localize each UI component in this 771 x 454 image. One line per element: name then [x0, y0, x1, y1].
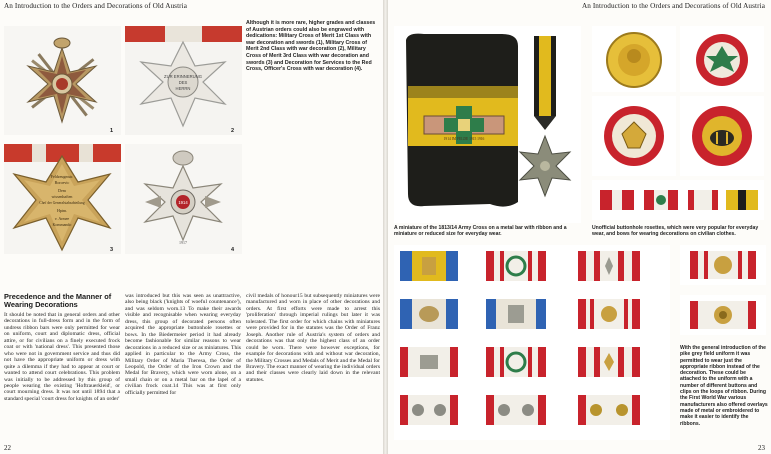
right-page [388, 0, 771, 454]
svg-text:Feldzeugmstr.: Feldzeugmstr. [50, 174, 74, 179]
figure-number: 2 [231, 128, 235, 134]
svg-text:Boroevic: Boroevic [54, 180, 70, 185]
svg-text:HERRN: HERRN [175, 86, 191, 91]
svg-text:Chef der Generalstabsabteilung: Chef der Generalstabsabteilung [39, 201, 85, 205]
photo-ribbon-bar-right-1 [680, 245, 766, 285]
running-head-right: An Introduction to the Orders and Decorations of Old Austria [581, 2, 765, 10]
ribbon-bar-text: 1914 IM FELDE 1915 1916 [443, 137, 485, 141]
photo-rosette-bee [680, 96, 764, 176]
page-number-right: 23 [758, 444, 765, 452]
svg-text:DES: DES [178, 80, 188, 85]
left-page [0, 0, 383, 454]
svg-text:Kommando: Kommando [52, 222, 72, 227]
photo-army-cross-miniature [394, 26, 581, 223]
caption-rosettes: Unofficial buttonhole rosettes, which were very popular for everyday wear, and bows for wearing decorations on civilian clothes. [592, 225, 759, 238]
svg-text:1914: 1914 [178, 200, 188, 205]
svg-text:ZUR ERINNERUNG: ZUR ERINNERUNG [164, 74, 202, 79]
caption-army-cross: A miniature of the 1813/14 Army Cross on a metal bar with ribbon and a miniature or reduced size for everyday wear. [394, 225, 567, 238]
photo-rosette-gold [592, 26, 676, 92]
body-column-3: civil medals of honour15 but subsequently miniatures were manufactured and worn in place of other decorations and orders. At first efforts were made to arrest this 'proliferation' through imperial rulings but later it was tolerated. The first order for which chains with miniatures were provided for in the statutes was the Order of Franz Joseph. Another rule of Austria's system of orders and decorations was that only the highest class of an order could be worn. There were however exceptions, for example for decorations with and without war decoration, the Military Crosses and Medals of Merit and the Medal for Bravery. The exact manner of wearing the individual orders and their classes were clearly laid down in the relevant statutes. [246, 293, 380, 383]
photo-cross-2 [125, 26, 242, 135]
figure-number: 1 [110, 128, 114, 134]
photo-cross-4 [125, 144, 242, 254]
figure-caption: Although it is more rare, higher grades and classes of Austrian orders could also be engraved with dedications: Military Cross of Merit 1st Class with war decoration and swords (1), Military Cross of Merit 2nd Class with war decoration (2), Military Cross of Merit 3rd Class with war decoration and swords (3) and Decoration for Services to the Red Cross, Officer's Cross with war decoration (4). [246, 20, 376, 73]
photo-bows-row [592, 180, 764, 220]
body-column-2: was introduced but this was seen as unattractive, also being black ('knights of woeful countenance'), and was seldom worn.13 To make their awards visible and recognisable when wearing everyday dress, this group of decorated persons often acquired the appropriate buttonhole rosettes or bows. In the Biedermeier period it had already become fashionable for similar reasons to wear decorations in a reduced size or as miniatures. This applied in particular to the Army Cross, the Military Order of Maria Theresa, the Order of Leopold, the Order of the Iron Crown and the Medal for Bravery, which were worn alone, on a small chain or on a metal bar on the lapel of a civilian frock coat.14 This was at first only officially permitted for [125, 293, 241, 396]
svg-text:Hptm.: Hptm. [56, 208, 68, 213]
photo-ribbon-bars [394, 245, 670, 440]
body-column-1: It should be noted that in general orders and other decorations in full-dress form and in the form of undress ribbon bars were only permitted for wear on uniform, court and diplomatic dress, official attire, or for civilians on a finely executed frock coat or with 'national dress'. This presented those who were not in government service and thus did not have the appropriate uniform or dress with quite a dilemma if they had to appear at court or wanted to attend court celebrations. This problem was initially to be addressed by this group of people wearing the existing 'Hoftrauerkleid', or court mourning dress. It was not until 1894 that a standard special 'court dress for knights of an order' [4, 312, 120, 402]
svg-text:Dem: Dem [58, 188, 66, 193]
photo-rosette-red [680, 26, 764, 92]
svg-text:1917: 1917 [179, 240, 187, 245]
svg-text:v. Armee: v. Armee [54, 216, 70, 221]
photo-ribbon-bar-right-2 [680, 295, 766, 335]
caption-ribbons: With the general introduction of the pike grey field uniform it was permitted to wear just the appropriate ribbon instead of the decoration. These could be attached to the uniform with a number of different buttons and clips on the loops of ribbon. During the First World War various manufacturers also offered overlays made of metal or embroidered to make it easier to identify the ribbons. [680, 345, 768, 427]
photo-cross-3 [4, 144, 121, 254]
running-head-left: An Introduction to the Orders and Decorations of Old Austria [4, 2, 188, 10]
photo-rosette-eagle [592, 96, 676, 176]
figure-number: 4 [231, 247, 235, 253]
page-number-left: 22 [4, 444, 11, 452]
photo-cross-1 [4, 26, 121, 135]
figure-number: 3 [110, 247, 114, 253]
svg-text:wissenhaften: wissenhaften [51, 194, 73, 199]
section-heading: Precedence and the Manner of Wearing Decorations [4, 292, 112, 310]
